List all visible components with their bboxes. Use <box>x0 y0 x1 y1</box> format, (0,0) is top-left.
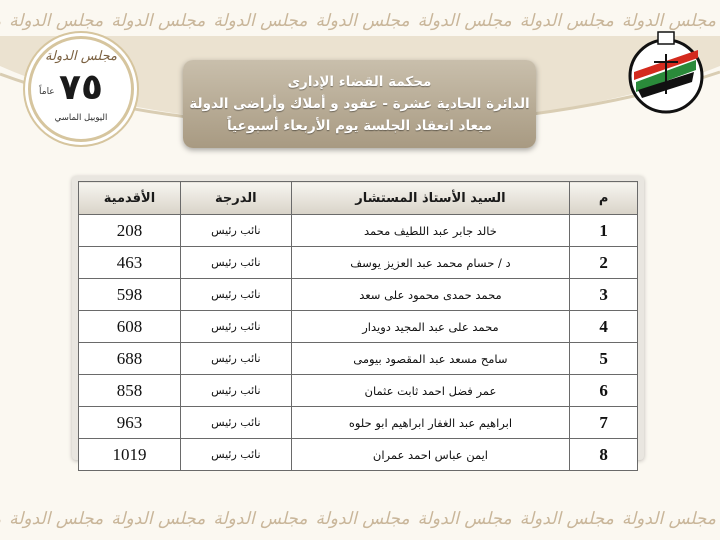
watermark-text: مجلس الدولة <box>519 509 614 529</box>
row-num: 8 <box>570 439 638 471</box>
watermark-text: مجلس الدولة <box>213 11 308 31</box>
row-rank: نائب رئيس <box>180 375 291 407</box>
court-name: محكمة القضاء الإدارى <box>287 74 432 90</box>
circuit-name: الدائرة الحادية عشرة - عقود و أملاك وأراضى الدولة <box>189 96 530 112</box>
table-row <box>79 343 638 375</box>
row-num: 1 <box>570 215 638 247</box>
row-name: ايمن عباس احمد عمران <box>291 439 569 471</box>
row-rank: نائب رئيس <box>180 247 291 279</box>
watermark-text: مجلس الدولة <box>519 11 614 31</box>
header-rank: الدرجة <box>180 182 291 215</box>
badge-number: ٧٥ <box>59 67 103 108</box>
row-num: 2 <box>570 247 638 279</box>
watermark-text: مجلس الدولة <box>111 509 206 529</box>
table-row <box>79 407 638 439</box>
judges-table <box>78 181 638 471</box>
table-row <box>79 311 638 343</box>
row-seniority: 598 <box>79 279 181 311</box>
anniversary-badge <box>28 36 134 142</box>
row-name: ابراهيم عبد الغفار ابراهيم ابو حلوه <box>291 407 569 439</box>
row-num: 5 <box>570 343 638 375</box>
watermark-text <box>0 509 5 529</box>
badge-council-name: مجلس الدولة <box>45 49 117 64</box>
watermark-text: مجلس الدولة <box>213 509 308 529</box>
row-name: محمد حمدى محمود على سعد <box>291 279 569 311</box>
table-row <box>79 439 638 471</box>
row-seniority: 463 <box>79 247 181 279</box>
header-num: م <box>570 182 638 215</box>
watermark-text: مجلس الدولة <box>621 11 716 31</box>
watermark-text: مجلس الدولة <box>315 509 410 529</box>
table-header-row <box>79 182 638 215</box>
row-rank: نائب رئيس <box>180 279 291 311</box>
header-seniority: الأقدمية <box>79 182 181 215</box>
watermark-text: مجلس الدولة <box>417 509 512 529</box>
table-row <box>79 375 638 407</box>
row-seniority: 208 <box>79 215 181 247</box>
table-row <box>79 279 638 311</box>
header-name: السيد الأستاذ المستشار <box>291 182 569 215</box>
row-name: خالد جابر عبد اللطيف محمد <box>291 215 569 247</box>
row-seniority: 858 <box>79 375 181 407</box>
badge-years-label: عاماً <box>39 87 55 97</box>
row-rank: نائب رئيس <box>180 311 291 343</box>
bottom-watermark-band <box>0 500 720 538</box>
row-num: 4 <box>570 311 638 343</box>
watermark-text: مجلس الدولة <box>9 509 104 529</box>
row-rank: نائب رئيس <box>180 439 291 471</box>
row-name: عمر فضل احمد ثابت عثمان <box>291 375 569 407</box>
row-seniority: 688 <box>79 343 181 375</box>
court-logo-icon <box>618 24 714 120</box>
watermark-text <box>0 11 5 31</box>
watermark-text: مجلس الدولة <box>111 11 206 31</box>
row-rank: نائب رئيس <box>180 407 291 439</box>
row-seniority: 1019 <box>79 439 181 471</box>
row-num: 6 <box>570 375 638 407</box>
row-num: 7 <box>570 407 638 439</box>
top-watermark-band <box>0 2 720 40</box>
row-rank: نائب رئيس <box>180 215 291 247</box>
session-schedule: ميعاد انعقاد الجلسة يوم الأربعاء أسبوعياً <box>226 118 493 134</box>
watermark-text: مجلس الدولة <box>315 11 410 31</box>
row-seniority: 608 <box>79 311 181 343</box>
row-num: 3 <box>570 279 638 311</box>
watermark-text: مجلس الدولة <box>417 11 512 31</box>
table-row <box>79 215 638 247</box>
table-row <box>79 247 638 279</box>
header-box <box>183 60 536 148</box>
watermark-text: مجلس الدولة <box>9 11 104 31</box>
judges-table-container <box>72 176 644 464</box>
row-rank: نائب رئيس <box>180 343 291 375</box>
row-name: د / حسام محمد عبد العزيز يوسف <box>291 247 569 279</box>
row-name: محمد على عبد المجيد دويدار <box>291 311 569 343</box>
row-name: سامح مسعد عبد المقصود بيومى <box>291 343 569 375</box>
row-seniority: 963 <box>79 407 181 439</box>
watermark-text: مجلس الدولة <box>621 509 716 529</box>
badge-caption: اليوبيل الماسي <box>54 113 108 123</box>
